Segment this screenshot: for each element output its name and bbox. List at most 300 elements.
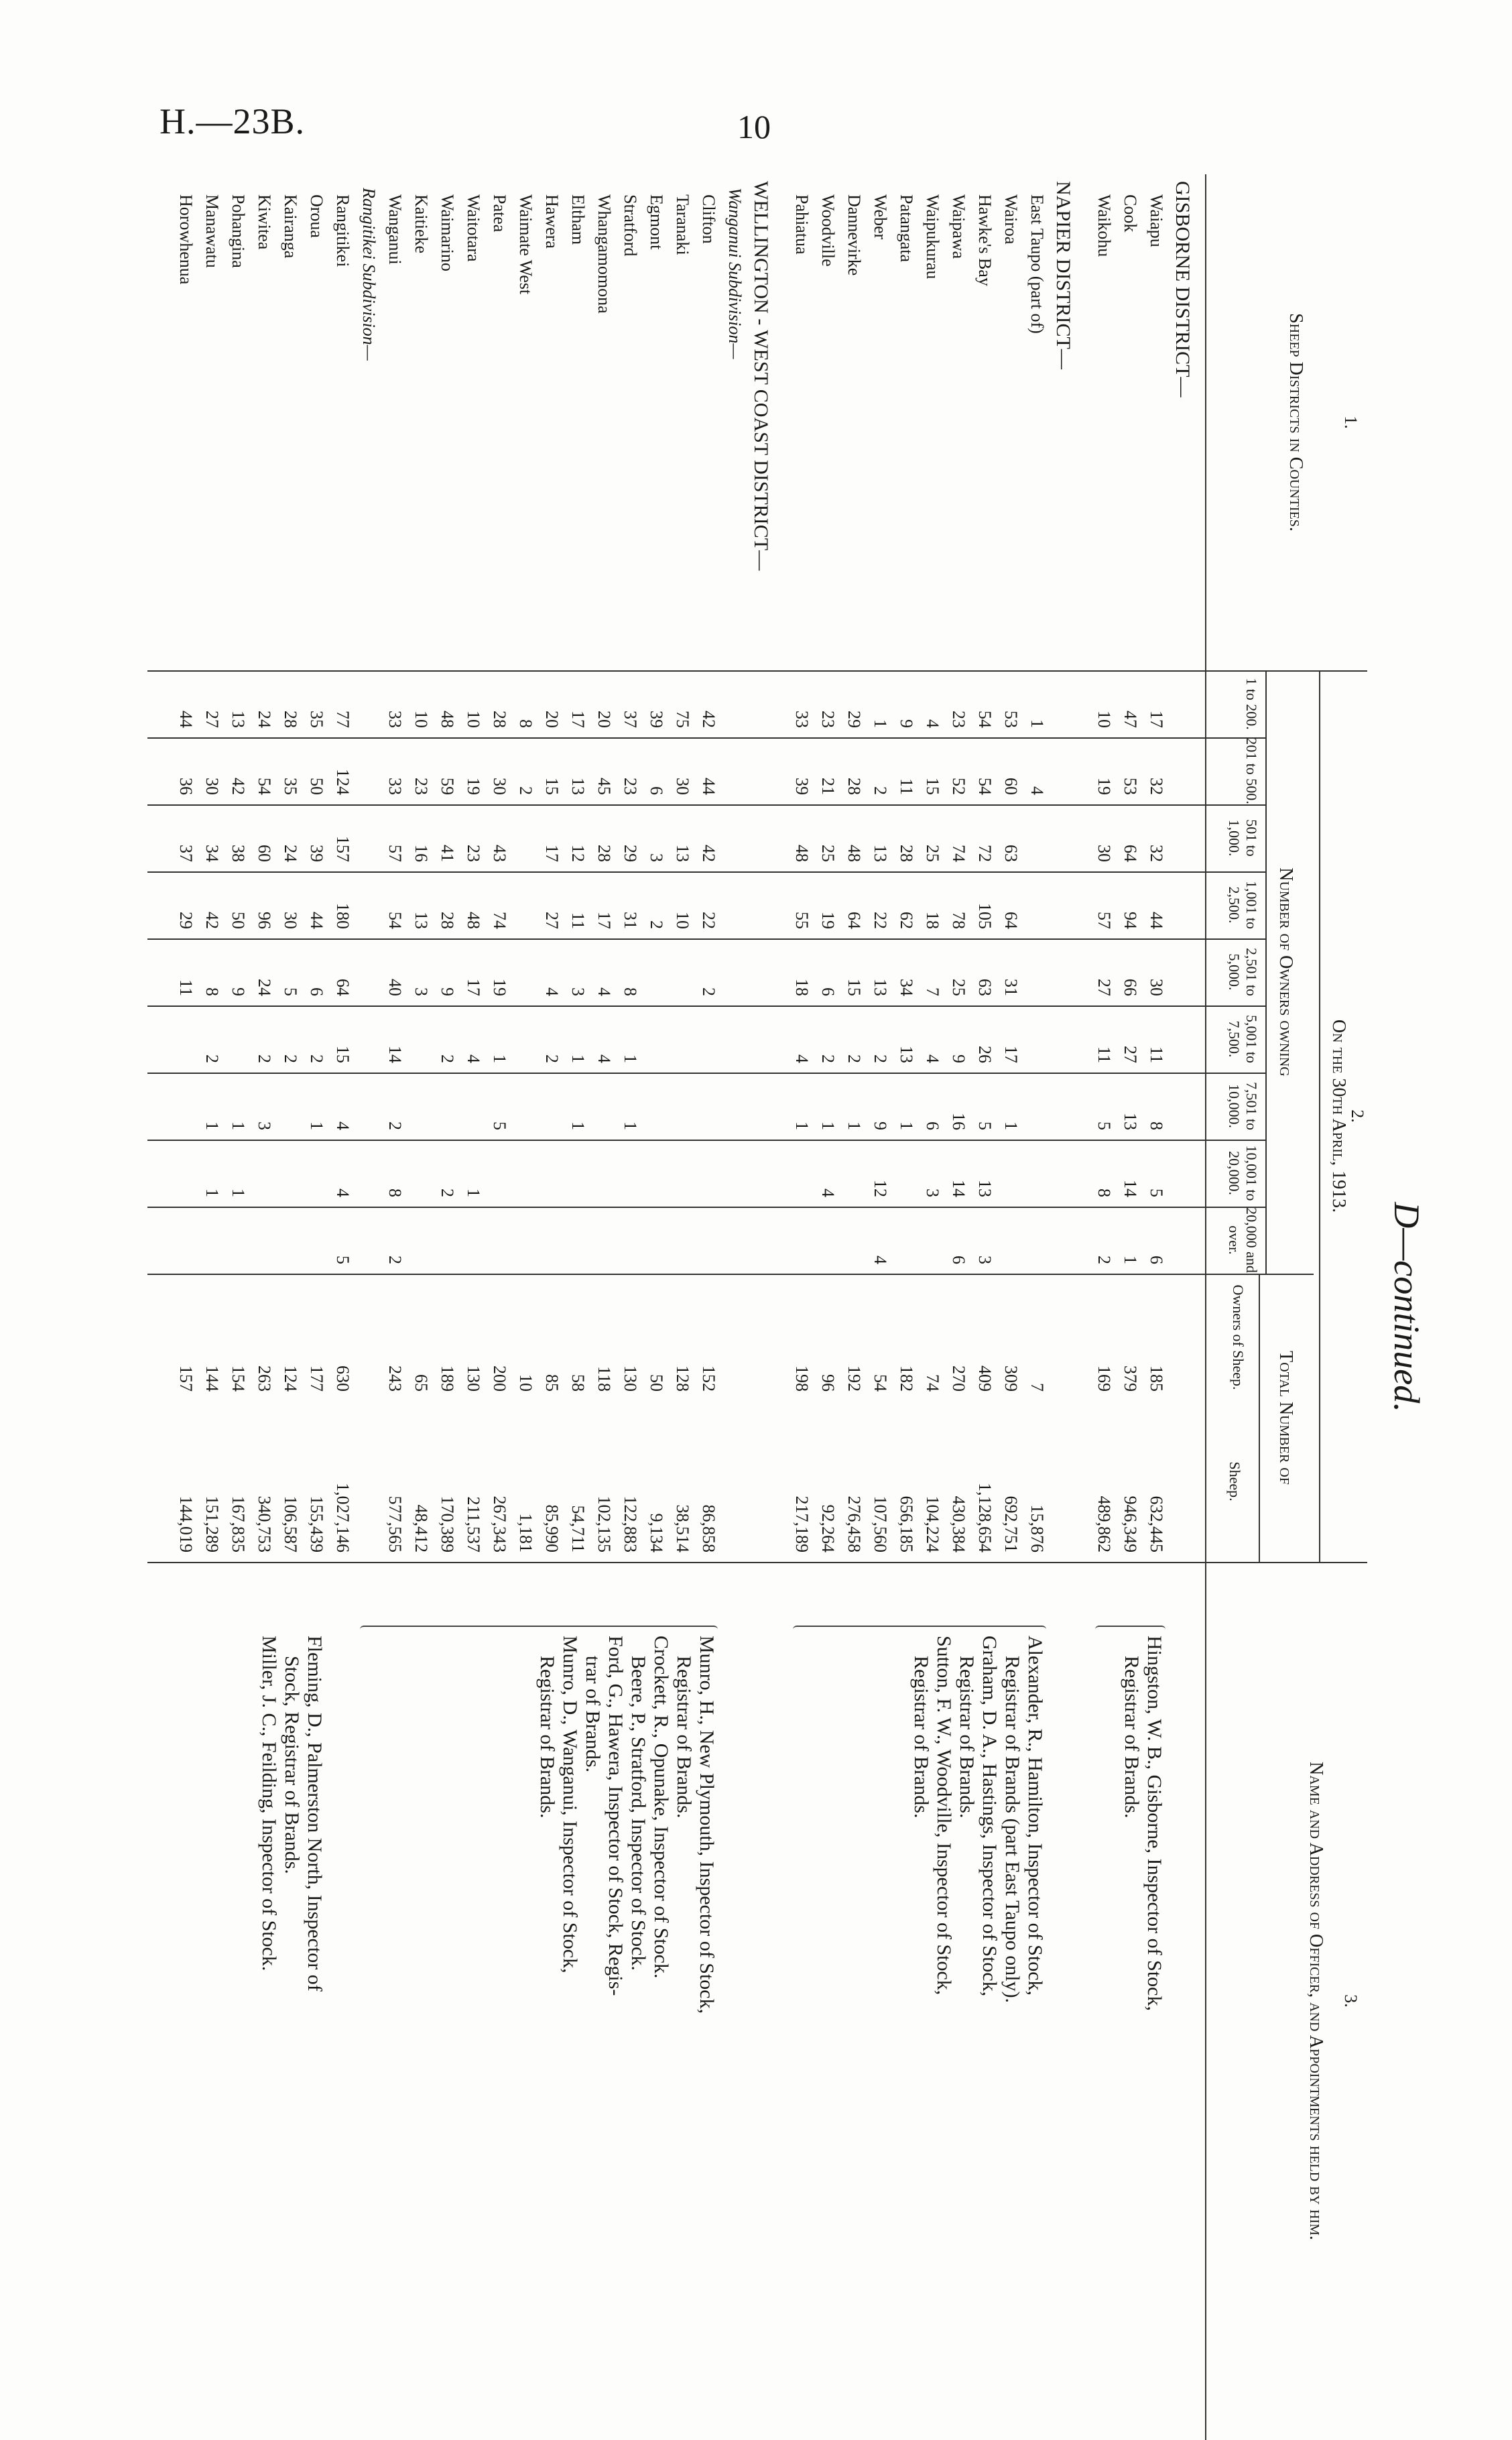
table-cell: 1 — [621, 1054, 640, 1063]
county-name: Manawatu — [202, 194, 222, 268]
range-header: 5,001 to 7,500. — [1226, 1014, 1260, 1064]
table-cell: 15 — [923, 778, 942, 795]
continued-title: D—continued. — [1387, 1202, 1427, 1412]
table-cell: 85,990 — [542, 1504, 562, 1552]
county-name: Dannevirke — [844, 194, 864, 276]
table-cell: 2 — [307, 1054, 326, 1063]
county-name: Kiwitea — [255, 194, 274, 250]
table-cell: 39 — [647, 711, 666, 728]
table-cell: 2 — [281, 1054, 300, 1063]
table-cell: 64 — [1121, 845, 1140, 862]
table-cell: 5 — [1094, 1121, 1114, 1130]
table-cell: 31 — [1001, 979, 1021, 996]
table-cell: 57 — [385, 845, 405, 862]
officer-line: Ford, G., Hawera, Inspector of Stock, Regis- — [605, 1636, 627, 1996]
table-row — [845, 174, 863, 2440]
range-header: 7,501 to 10,000. — [1226, 1081, 1260, 1131]
header-rule — [1205, 174, 1206, 2440]
officer-line: trar of Brands. — [582, 1656, 604, 1773]
table-cell: 27 — [202, 711, 222, 728]
range-header: 2,501 to 5,000. — [1226, 947, 1260, 997]
table-cell: 25 — [923, 845, 942, 862]
header-rule — [1319, 670, 1320, 1562]
table-cell: 13 — [871, 845, 890, 862]
table-cell: 32 — [1147, 845, 1166, 862]
table-cell: 53 — [1121, 778, 1140, 795]
table-cell: 9 — [897, 719, 916, 728]
table-cell: 2 — [438, 1188, 457, 1197]
table-cell: 1 — [464, 1188, 483, 1197]
table-cell: 130 — [621, 1365, 640, 1392]
table-cell: 20 — [542, 711, 562, 728]
officer-line: Munro, H., New Plymouth, Inspector of Stock, — [696, 1636, 718, 2014]
table-cell: 7 — [1027, 1383, 1047, 1392]
group-brace — [793, 1626, 1046, 1634]
table-cell: 122,883 — [621, 1496, 640, 1552]
county-name: Hawera — [542, 194, 562, 249]
table-cell: 211,537 — [464, 1496, 483, 1552]
table-cell: 63 — [1001, 845, 1021, 862]
county-name: Egmont — [647, 194, 666, 250]
table-cell: 5 — [975, 1121, 995, 1130]
table-cell: 9,134 — [647, 1513, 666, 1552]
table-cell: 27 — [542, 912, 562, 929]
table-cell: 96 — [818, 1374, 838, 1392]
officer-block — [909, 1636, 1046, 2406]
table-cell: 28 — [897, 845, 916, 862]
table-cell: 107,560 — [871, 1496, 890, 1552]
table-cell: 3 — [975, 1256, 995, 1264]
table-cell: 170,389 — [438, 1496, 457, 1552]
table-cell: 31 — [621, 912, 640, 929]
table-cell: 16 — [949, 1113, 968, 1130]
table-cell: 15 — [333, 1046, 353, 1063]
table-cell: 19 — [1094, 778, 1114, 795]
table-cell: 4 — [594, 987, 614, 996]
table-cell: 276,458 — [844, 1496, 864, 1552]
table-cell: 2 — [818, 1054, 838, 1063]
county-name: East Taupo (part of) — [1027, 194, 1047, 334]
district-row — [1054, 174, 1072, 2440]
table-cell: 27 — [1121, 1046, 1140, 1063]
officer-line: Beere, P., Stratford, Inspector of Stock. — [627, 1656, 649, 1971]
range-header: 201 to 500. — [1243, 737, 1260, 804]
table-cell: 8 — [1094, 1188, 1114, 1197]
table-row — [517, 174, 535, 2440]
county-name: Waipukurau — [923, 194, 942, 280]
county-name: Waipawa — [949, 194, 968, 259]
table-cell: 39 — [307, 845, 326, 862]
subdivision-row — [726, 174, 744, 2440]
table-cell: 28 — [490, 711, 509, 728]
table-cell: 23 — [621, 778, 640, 795]
table-cell: 946,349 — [1121, 1496, 1140, 1552]
group-brace — [360, 1626, 718, 1634]
county-name: Patea — [490, 194, 509, 233]
table-cell: 48 — [464, 912, 483, 929]
table-cell: 692,751 — [1001, 1496, 1021, 1552]
table-cell: 22 — [699, 912, 718, 929]
table-cell: 2 — [438, 1054, 457, 1063]
county-name: Whangamomona — [594, 194, 614, 314]
table-cell: 2 — [647, 920, 666, 929]
table-row — [491, 174, 509, 2440]
table-cell: 48 — [844, 845, 864, 862]
table-cell: 10 — [464, 711, 483, 728]
table-cell: 60 — [255, 845, 274, 862]
table-cell: 17 — [1147, 711, 1166, 728]
table-cell: 77 — [333, 711, 353, 728]
table-cell: 34 — [202, 845, 222, 862]
table-cell: 1 — [844, 1121, 864, 1130]
table-cell: 130 — [464, 1365, 483, 1392]
table-cell: 35 — [307, 711, 326, 728]
officer-line: Registrar of Brands. — [673, 1656, 695, 1819]
table-cell: 14 — [949, 1180, 968, 1197]
table-row — [464, 174, 483, 2440]
table-cell: 10 — [516, 1374, 536, 1392]
table-cell: 40 — [385, 979, 405, 996]
table-cell: 74 — [923, 1374, 942, 1392]
table-cell: 24 — [281, 845, 300, 862]
table-cell: 270 — [949, 1365, 968, 1392]
table-cell: 243 — [385, 1365, 405, 1392]
table-cell: 33 — [792, 711, 812, 728]
table-cell: 10 — [673, 912, 692, 929]
table-cell: 5 — [333, 1256, 353, 1264]
county-name: Waiapu — [1147, 194, 1166, 247]
table-cell: 4 — [333, 1188, 353, 1197]
sheep-header: Sheep. — [1226, 1461, 1243, 1502]
county-name: GISBORNE DISTRICT— — [1172, 181, 1194, 398]
table-cell: 13 — [1121, 1113, 1140, 1130]
table-cell: 106,587 — [281, 1496, 300, 1552]
county-name: Rangitikei — [333, 194, 353, 267]
table-cell: 189 — [438, 1365, 457, 1392]
table-cell: 5 — [1147, 1188, 1166, 1197]
table-cell: 30 — [281, 912, 300, 929]
table-cell: 62 — [897, 912, 916, 929]
table-cell: 154 — [229, 1365, 248, 1392]
county-name: Cook — [1121, 194, 1140, 233]
table-cell: 157 — [176, 1365, 196, 1392]
table-cell: 105 — [975, 903, 995, 929]
county-name: Waikohu — [1094, 194, 1114, 257]
table-cell: 64 — [1001, 912, 1021, 929]
table-cell: 3 — [568, 987, 588, 996]
county-name: Pahiatua — [792, 194, 812, 255]
col1-number: 1. — [1341, 416, 1361, 429]
table-cell: 12 — [871, 1180, 890, 1197]
range-header: 1 to 200. — [1243, 678, 1260, 730]
col2-number: 2. — [1348, 1109, 1367, 1123]
table-cell: 39 — [792, 778, 812, 795]
county-name: Woodville — [818, 194, 838, 267]
table-cell: 4 — [594, 1054, 614, 1063]
table-cell: 1 — [818, 1121, 838, 1130]
county-name: Patangata — [897, 194, 916, 263]
table-cell: 54,711 — [568, 1505, 588, 1552]
table-cell: 8 — [202, 987, 222, 996]
table-cell: 19 — [490, 979, 509, 996]
total-number-header: Total Number of — [1275, 1351, 1296, 1485]
table-cell: 1,181 — [516, 1513, 536, 1552]
table-cell: 2 — [385, 1256, 405, 1264]
table-cell: 30 — [1147, 979, 1166, 996]
table-row — [871, 174, 889, 2440]
table-cell: 42 — [699, 711, 718, 728]
county-name: Oroua — [307, 194, 326, 238]
officer-line: Registrar of Brands. — [956, 1656, 978, 1819]
table-cell: 4 — [818, 1188, 838, 1197]
table-cell: 24 — [255, 711, 274, 728]
table-cell: 53 — [1001, 711, 1021, 728]
table-cell: 13 — [897, 1046, 916, 1063]
officer-block — [536, 1636, 718, 2406]
table-cell: 8 — [516, 719, 536, 728]
county-name: Horowhenua — [176, 194, 196, 285]
table-cell: 35 — [281, 778, 300, 795]
table-cell: 50 — [647, 1374, 666, 1392]
table-cell: 8 — [621, 987, 640, 996]
table-cell: 4 — [333, 1121, 353, 1130]
table-cell: 263 — [255, 1365, 274, 1392]
county-name: Taranaki — [673, 194, 692, 255]
page-reference: H.—23B. — [160, 101, 306, 141]
table-cell: 17 — [568, 711, 588, 728]
table-cell: 155,439 — [307, 1496, 326, 1552]
col1-title: Sheep Districts in Counties. — [1285, 313, 1306, 532]
range-header: 1,001 to 2,500. — [1226, 880, 1260, 930]
table-cell: 2 — [871, 1054, 890, 1063]
table-cell: 10 — [412, 711, 431, 728]
table-cell: 152 — [699, 1365, 718, 1392]
table-cell: 309 — [1001, 1365, 1021, 1392]
officer-line: Stock, Registrar of Brands. — [281, 1656, 303, 1874]
table-cell: 1 — [307, 1121, 326, 1130]
table-cell: 157 — [333, 836, 353, 862]
table-cell: 2 — [844, 1054, 864, 1063]
table-cell: 25 — [949, 979, 968, 996]
table-cell: 15 — [844, 979, 864, 996]
table-cell: 192 — [844, 1365, 864, 1392]
table-cell: 8 — [1147, 1121, 1166, 1130]
table-cell: 44 — [176, 711, 196, 728]
table-cell: 12 — [568, 845, 588, 862]
table-cell: 656,185 — [897, 1496, 916, 1552]
table-cell: 9 — [871, 1121, 890, 1130]
table-cell: 167,835 — [229, 1496, 248, 1552]
table-cell: 38,514 — [673, 1504, 692, 1552]
table-cell: 15 — [542, 778, 562, 795]
table-cell: 54 — [975, 711, 995, 728]
county-name: Pohangina — [229, 194, 248, 268]
officer-line: Graham, D. A., Hastings, Inspector of Stock, — [979, 1636, 1001, 1997]
table-cell: 630 — [333, 1365, 353, 1392]
header-rule — [1259, 1274, 1260, 1562]
table-cell: 2 — [542, 1054, 562, 1063]
table-cell: 13 — [229, 711, 248, 728]
table-cell: 28 — [438, 912, 457, 929]
table-cell: 64 — [333, 979, 353, 996]
table-cell: 9 — [949, 1054, 968, 1063]
table-cell: 42 — [229, 778, 248, 795]
table-cell: 66 — [1121, 979, 1140, 996]
table-cell: 9 — [438, 987, 457, 996]
table-cell: 1 — [871, 719, 890, 728]
subdivision-row — [360, 174, 378, 2440]
table-grid — [147, 174, 1367, 2440]
table-cell: 24 — [255, 979, 274, 996]
table-cell: 1 — [568, 1054, 588, 1063]
table-cell: 198 — [792, 1365, 812, 1392]
table-cell: 1 — [229, 1121, 248, 1130]
table-cell: 29 — [621, 845, 640, 862]
table-cell: 55 — [792, 912, 812, 929]
table-cell: 6 — [647, 786, 666, 795]
table-cell: 2 — [699, 987, 718, 996]
table-cell: 17 — [542, 845, 562, 862]
officer-line: Munro, D., Wanganui, Inspector of Stock, — [559, 1636, 581, 1973]
table-cell: 1 — [1001, 1121, 1021, 1130]
table-cell: 6 — [923, 1121, 942, 1130]
table-cell: 21 — [818, 778, 838, 795]
table-cell: 9 — [229, 987, 248, 996]
table-cell: 22 — [871, 912, 890, 929]
table-cell: 17 — [464, 979, 483, 996]
table-cell: 23 — [949, 711, 968, 728]
county-name: Stratford — [621, 194, 640, 257]
owners-of-sheep-header: Owners of Sheep. — [1230, 1284, 1247, 1390]
table-cell: 47 — [1121, 711, 1140, 728]
table-cell: 50 — [229, 912, 248, 929]
table-cell: 11 — [1094, 1046, 1114, 1063]
table-cell: 11 — [176, 979, 196, 996]
table-cell: 30 — [202, 778, 222, 795]
table-row — [203, 174, 221, 2440]
officer-line: Registrar of Brands (part East Taupo only). — [1001, 1656, 1023, 2004]
table-cell: 17 — [594, 912, 614, 929]
county-name: Waimarino — [438, 194, 457, 271]
officer-line: Hingston, W. B., Gisborne, Inspector of Stock, — [1143, 1636, 1166, 2011]
table-cell: 20 — [594, 711, 614, 728]
table-cell: 34 — [897, 979, 916, 996]
table-cell: 6 — [949, 1256, 968, 1264]
table-cell: 52 — [949, 778, 968, 795]
range-header: 501 to 1,000. — [1226, 819, 1260, 857]
table-cell: 19 — [464, 778, 483, 795]
table-cell: 23 — [818, 711, 838, 728]
table-cell: 6 — [818, 987, 838, 996]
table-cell: 13 — [568, 778, 588, 795]
table-cell: 4 — [792, 1054, 812, 1063]
table-cell: 2 — [202, 1054, 222, 1063]
table-cell: 37 — [176, 845, 196, 862]
table-cell: 18 — [923, 912, 942, 929]
table-cell: 11 — [1147, 1046, 1166, 1063]
table-cell: 13 — [871, 979, 890, 996]
sheep-returns-table — [141, 174, 1428, 2440]
county-name: Wairoa — [1001, 194, 1021, 245]
county-name: WELLINGTON - WEST COAST DISTRICT— — [750, 181, 772, 571]
table-cell: 1 — [202, 1121, 222, 1130]
table-cell: 58 — [568, 1374, 588, 1392]
table-cell: 267,343 — [490, 1496, 509, 1552]
county-name: Rangitikei Subdivision— — [359, 188, 379, 361]
table-cell: 33 — [385, 778, 405, 795]
table-cell: 33 — [385, 711, 405, 728]
table-cell: 340,753 — [255, 1496, 274, 1552]
county-name: Waitotara — [464, 194, 483, 262]
table-cell: 177 — [307, 1365, 326, 1392]
table-cell: 2 — [255, 1054, 274, 1063]
table-cell: 17 — [1001, 1046, 1021, 1063]
table-cell: 1,027,146 — [333, 1483, 353, 1552]
table-cell: 2 — [516, 786, 536, 795]
table-cell: 128 — [673, 1365, 692, 1392]
table-cell: 59 — [438, 778, 457, 795]
table-cell: 25 — [818, 845, 838, 862]
table-cell: 489,862 — [1094, 1496, 1114, 1552]
owners-owning-header: Number of Owners owning — [1275, 867, 1296, 1077]
table-cell: 57 — [1094, 912, 1114, 929]
range-header: 10,001 to 20,000. — [1226, 1145, 1260, 1201]
table-row — [177, 174, 195, 2440]
table-row — [412, 174, 430, 2440]
table-cell: 2 — [1094, 1256, 1114, 1264]
table-cell: 7 — [923, 987, 942, 996]
col3-number: 3. — [1341, 1994, 1361, 2008]
table-cell: 75 — [673, 711, 692, 728]
table-cell: 15,876 — [1027, 1504, 1047, 1552]
officer-line: Crockett, R., Opunake, Inspector of Stock. — [650, 1636, 672, 1979]
table-cell: 124 — [333, 769, 353, 795]
table-cell: 409 — [975, 1365, 995, 1392]
table-cell: 63 — [975, 979, 995, 996]
table-cell: 74 — [490, 912, 509, 929]
county-name: Kairanga — [281, 194, 300, 259]
table-row — [438, 174, 456, 2440]
table-cell: 13 — [673, 845, 692, 862]
table-cell: 10 — [1094, 711, 1114, 728]
table-row — [1095, 174, 1113, 2440]
table-cell: 5 — [281, 987, 300, 996]
table-cell: 4 — [923, 719, 942, 728]
officer-line: Fleming, D., Palmerston North, Inspector of — [304, 1636, 326, 1992]
table-cell: 54 — [255, 778, 274, 795]
table-cell: 16 — [412, 845, 431, 862]
officer-line: Registrar of Brands. — [910, 1656, 932, 1819]
table-row — [386, 174, 404, 2440]
col2-title: On the 30th April, 1913. — [1328, 1019, 1349, 1213]
table-cell: 42 — [699, 845, 718, 862]
table-cell: 44 — [699, 778, 718, 795]
table-cell: 78 — [949, 912, 968, 929]
table-cell: 38 — [229, 845, 248, 862]
table-cell: 1 — [1121, 1256, 1140, 1264]
table-cell: 43 — [490, 845, 509, 862]
table-cell: 3 — [255, 1121, 274, 1130]
table-cell: 6 — [307, 987, 326, 996]
col3-title: Name and Address of Officer, and Appointments held by him. — [1306, 1762, 1326, 2240]
table-cell: 577,565 — [385, 1496, 405, 1552]
table-cell: 27 — [1094, 979, 1114, 996]
table-cell: 64 — [844, 912, 864, 929]
table-cell: 430,384 — [949, 1496, 968, 1552]
table-cell: 14 — [1121, 1180, 1140, 1197]
table-cell: 37 — [621, 711, 640, 728]
officer-line: Registrar of Brands. — [536, 1656, 558, 1819]
